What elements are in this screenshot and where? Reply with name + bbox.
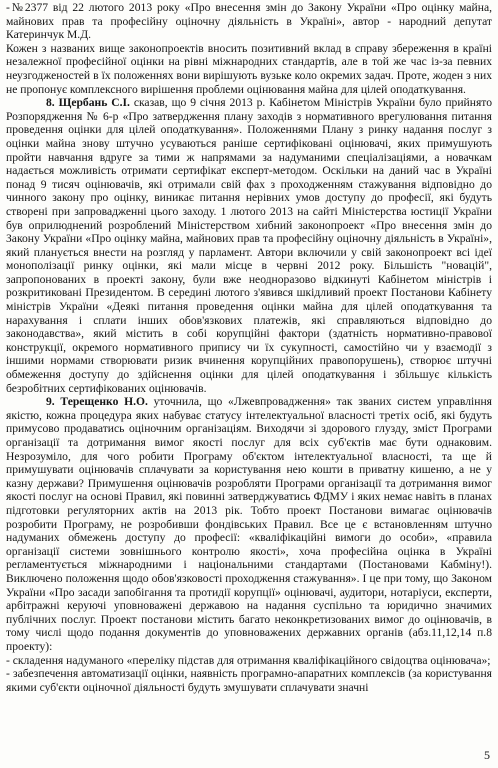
paragraph-8 (6, 96, 492, 395)
paragraph-9 (6, 395, 492, 653)
intro-paragraph-bill: -№2377 від 22 лютого 2013 року «Про внесення змін до Закону України «Про оцінку майна, майнових прав та професійну оціночну діяльність в Україні», автор - народний депутат Катеринчук М.Д. (6, 1, 492, 42)
bullet-item-2: - забезпечення автоматизації оцінки, наявність програмно-апаратних комплексів (за користування якими суб'єкти оціночної діяльності будуть змушувати сплачувати значні (6, 667, 492, 694)
bullet-item-1: - складення надуманого «переліку підстав для отримання кваліфікаційного свідоцтва оцінювача»; (6, 653, 491, 667)
page-number: 5 (484, 748, 490, 762)
paragraph-8-speaker: Щербань С.І. (58, 96, 130, 110)
paragraph-8-number: 8. (46, 96, 55, 110)
paragraph-8-text: сказав, що 9 січня 2013 р. Кабінетом Міністрів України було прийнято Розпорядження № 6-р «Про затвердження плану заходів з нормативного врегулювання питання проведення оцінки для цілей оподаткування». Положеннями Плану з ринку надання послуг з оцінки майна знову штучно усуваються раніше сертифіковані оцінювачі, яких примушують пройти навчання вдруге за тими ж напрямами за надуманими спеціалізаціями, а новачкам надається можливість отримати сертифікат експерт-методом. Оскільки на даний час в Україні понад 9 тисяч оцінювачів, які отримали свій фах з проходженням стажування відповідно до чинного закону про оцінку, виникає питання нерівних умов доступу до професії, які будуть створені при запровадженні цього заходу. 1 лютого 2013 на сайті Міністерства юстиції України був оприлюднений розроблений Міністерством хибний законопроект «Про внесення змін до Закону України «Про оцінку майна, майнових прав та професійну оціночну діяльність в Україні», який планується внести на розгляд у парламент. Автори включили у свій законопроект всі ідеї монополізації ринку оцінки, які мали місце в червні 2012 року. Більшість "новацій", запропонованих в проекті закону, були вже неодноразово відкинуті Кабінетом міністрів і розкритиковані Президентом. В середині лютого з'явився шкідливий проект Постанови Кабінету міністрів України «Деякі питання проведення оцінки майна для цілей оподаткування та нарахування і сплати інших обов'язкових платежів, які справляються відповідно до законодавства», який містить в собі корупційні фактори (здатність нормативно-правової конструкції, окремого нормативного припису чи їх сукупності, самостійно чи у взаємодії з іншими нормами створювати ризик вчинення корупційних правопорушень), створює штучні обмеження доступу до здійснення оцінки для цілей оподаткування і збільшує кількість безробітних сертифікованих оцінювачів. (6, 96, 492, 395)
paragraph-9-number: 9. (46, 395, 55, 409)
intro-paragraph-summary: Кожен з названих вище законопроектів вносить позитивний вклад в справу збереження в країні незалежної професійної оцінки на рівні міжнародних стандартів, але в той же час із-за певних неузгодженостей в їх положеннях вони вирішують вузьке коло окремих задач. Проте, жоден з них не пропонує комплексного вирішення проблеми оцінювання майна для цілей оподаткування. (6, 41, 492, 96)
document-body (6, 1, 492, 694)
paragraph-9-speaker: Терещенко Н.О. (60, 395, 148, 409)
paragraph-9-text: уточнила, що «Лжевпровадження» так званих систем управління якістю, кожна процедура яких набуває статусу інтелектуальної власності третіх осіб, які будуть примусово продаватись оціночним організаціям. Виходячи зі здорового глузду, зміст Програми організації та дотримання вимог якості послуг для всіх суб'єктів має бути однаковим. Незрозуміло, для чого робити Програму об'єктом інтелектуальної власності, та ще й примушувати оцінювачів сплачувати за користування нею кошти в приватну кишеню, а не у казну держави? Примушення оцінювачів розробляти Програми організації та дотримання вимог якості послуг на основі Правил, які повинні затверджуватись ФДМУ і яких немає навіть в планах підготовки регуляторних актів на 2013 рік. Тобто проект Постанови вимагає оцінювачів розробити Програму, не розробивши фондівських Правил. Все це є встановленням штучно надуманих обмежень доступу до професії: «кваліфікаційні вимоги до особи», «правила організації системи зовнішнього контролю якості», хоча професійна оцінка в Україні регламентується міжнародними і національними стандартами (Постановами Кабміну!). Виключено положення щодо обов'язковості проходження стажування». І це при тому, що Законом України «Про засади запобігання та протидії корупції» оцінювачі, аудитори, нотаріуси, експерти, арбітражні керуючі уповноважені державою на надання суспільно та юридично значимих публічних послуг. Проект постанови містить багато неконкретизованих вимог до оцінювачів, в тому числі щодо подання документів до уповноважених державних органів (абз.11,12,14 п.8 проекту): (6, 395, 492, 653)
